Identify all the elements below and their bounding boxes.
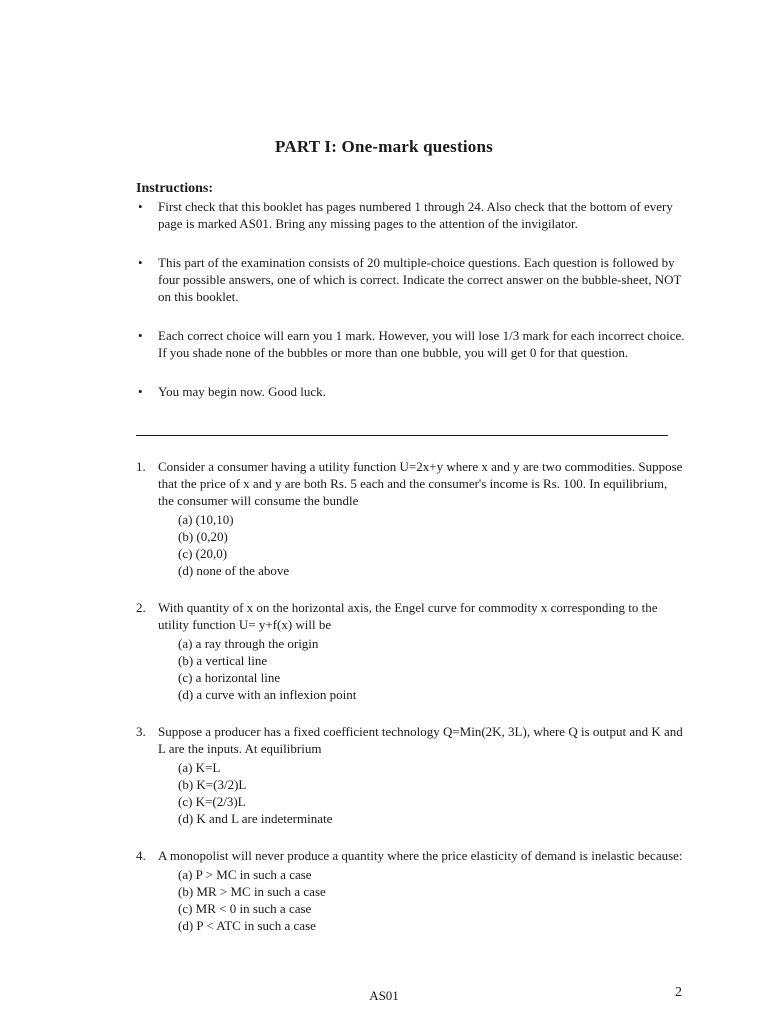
bullet-icon: • bbox=[138, 199, 143, 214]
bullet-icon: • bbox=[138, 328, 143, 343]
option-a: (a) a ray through the origin bbox=[178, 636, 319, 651]
question-number: 1. bbox=[136, 459, 146, 474]
option-d: (d) none of the above bbox=[178, 563, 290, 578]
option-b: (b) a vertical line bbox=[178, 653, 268, 668]
instruction-item bbox=[136, 254, 686, 305]
option-b: (b) (0,20) bbox=[178, 529, 228, 544]
option-c: (c) K=(2/3)L bbox=[178, 794, 246, 809]
question-text: A monopolist will never produce a quantity where the price elasticity of demand is inelastic because: bbox=[158, 848, 683, 863]
question-1 bbox=[136, 458, 684, 579]
section-divider bbox=[136, 435, 668, 436]
instruction-text: This part of the examination consists of 20 multiple-choice questions. Each question is followed by four possible answers, one of which is correct. Indicate the correct answer on the bubble-sheet, NOT on this booklet. bbox=[158, 255, 682, 304]
section-title: PART I: One-mark questions bbox=[275, 137, 493, 156]
question-text: Suppose a producer has a fixed coefficient technology Q=Min(2K, 3L), where Q is output and K and L are the inputs. At equilibrium bbox=[158, 724, 683, 756]
option-c: (c) MR < 0 in such a case bbox=[178, 901, 312, 916]
instruction-text: Each correct choice will earn you 1 mark. However, you will lose 1/3 mark for each incorrect choice. If you shade none of the bubbles or more than one bubble, you will get 0 for that question. bbox=[158, 328, 685, 360]
option-d: (d) K and L are indeterminate bbox=[178, 811, 333, 826]
option-b: (b) K=(3/2)L bbox=[178, 777, 247, 792]
instruction-text: First check that this booklet has pages numbered 1 through 24. Also check that the bottom of every page is marked AS01. Bring any missing pages to the attention of the invigilator. bbox=[158, 199, 673, 231]
option-list bbox=[178, 759, 684, 827]
option-list bbox=[178, 866, 684, 934]
option-a: (a) K=L bbox=[178, 760, 221, 775]
question-number: 2. bbox=[136, 600, 146, 615]
option-a: (a) P > MC in such a case bbox=[178, 867, 312, 882]
question-list bbox=[136, 458, 684, 954]
option-list bbox=[178, 635, 684, 703]
booklet-code: AS01 bbox=[369, 988, 399, 1003]
question-3 bbox=[136, 723, 684, 827]
question-text: With quantity of x on the horizontal axis, the Engel curve for commodity x corresponding to the utility function U= y+f(x) will be bbox=[158, 600, 658, 632]
question-4 bbox=[136, 847, 684, 934]
option-a: (a) (10,10) bbox=[178, 512, 234, 527]
option-list bbox=[178, 511, 684, 579]
page-number: 2 bbox=[675, 985, 682, 1000]
instruction-item bbox=[136, 383, 686, 400]
question-text: Consider a consumer having a utility function U=2x+y where x and y are two commodities. Suppose that the price of x and y are both Rs. 5 each and the consumer's income is Rs. 100. In equilibrium, the consumer will consume the bundle bbox=[158, 459, 683, 508]
instruction-item bbox=[136, 198, 686, 232]
question-number: 4. bbox=[136, 848, 146, 863]
bullet-icon: • bbox=[138, 255, 143, 270]
instruction-text: You may begin now. Good luck. bbox=[158, 384, 326, 399]
option-c: (c) (20,0) bbox=[178, 546, 228, 561]
option-c: (c) a horizontal line bbox=[178, 670, 281, 685]
option-d: (d) a curve with an inflexion point bbox=[178, 687, 357, 702]
option-d: (d) P < ATC in such a case bbox=[178, 918, 316, 933]
instructions-heading: Instructions: bbox=[136, 181, 214, 196]
bullet-icon: • bbox=[138, 384, 143, 399]
option-b: (b) MR > MC in such a case bbox=[178, 884, 326, 899]
instructions-list bbox=[136, 198, 686, 422]
instruction-item bbox=[136, 327, 686, 361]
question-2 bbox=[136, 599, 684, 703]
question-number: 3. bbox=[136, 724, 146, 739]
